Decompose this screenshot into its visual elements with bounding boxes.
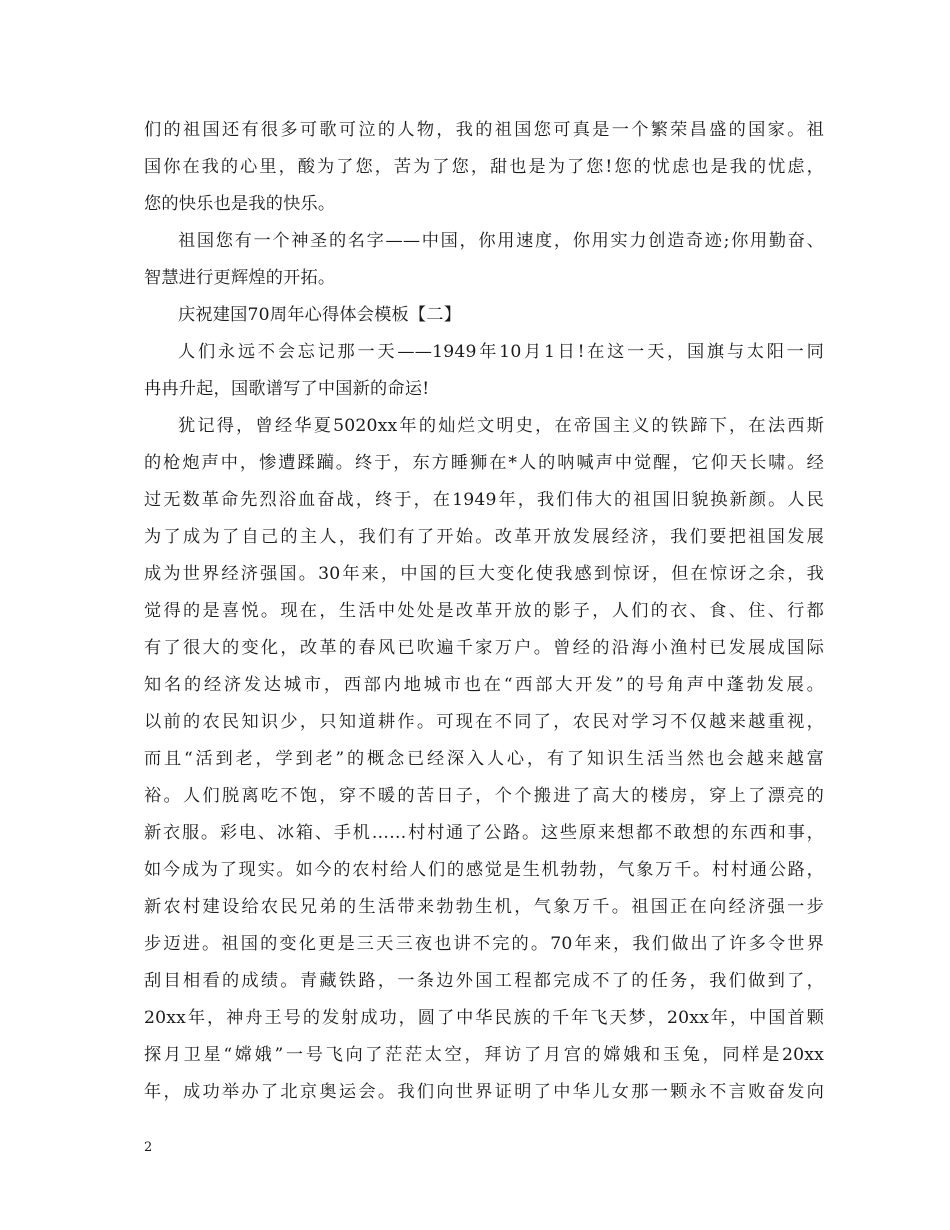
body-line: 为了成为了自己的主人，我们有了开始。改革开放发展经济，我们要把祖国发展 xyxy=(144,527,824,547)
body-line: 如今成为了现实。如今的农村给人们的感觉是生机勃勃，气象万千。村村通公路， xyxy=(144,860,824,880)
body-line: 人们永远不会忘记那一天——1949年10月1日!在这一天，国旗与太阳一同 xyxy=(178,342,824,362)
body-line: 知名的经济发达城市，西部内地城市也在“西部大开发”的号角声中蓬勃发展。 xyxy=(144,675,824,695)
body-line: 过无数革命先烈浴血奋战，终于，在1949年，我们伟大的祖国旧貌换新颜。人民 xyxy=(144,490,824,510)
body-line: 觉得的是喜悦。现在，生活中处处是改革开放的影子，人们的衣、食、住、行都 xyxy=(144,601,824,621)
body-line: 有了很大的变化，改革的春风已吹遍千家万户。曾经的沿海小渔村已发展成国际 xyxy=(144,638,824,658)
body-line: 步迈进。祖国的变化更是三天三夜也讲不完的。70年来，我们做出了许多令世界 xyxy=(144,934,824,954)
body-line: 年，成功举办了北京奥运会。我们向世界证明了中华儿女那一颗永不言败奋发向 xyxy=(144,1082,824,1102)
body-line: 裕。人们脱离吃不饱，穿不暖的苦日子，个个搬进了高大的楼房，穿上了漂亮的 xyxy=(144,786,824,806)
body-line: 智慧进行更辉煌的开拓。 xyxy=(144,268,336,288)
body-line: 国你在我的心里，酸为了您，苦为了您，甜也是为了您!您的忧虑也是我的忧虑， xyxy=(144,157,824,177)
body-line: 刮目相看的成绩。青藏铁路，一条边外国工程都完成不了的任务，我们做到了， xyxy=(144,971,824,991)
body-line: 以前的农民知识少，只知道耕作。可现在不同了，农民对学习不仅越来越重视， xyxy=(144,712,824,732)
body-line: 而且“活到老，学到老”的概念已经深入人心，有了知识生活当然也会越来越富 xyxy=(144,749,824,769)
body-line: 们的祖国还有很多可歌可泣的人物，我的祖国您可真是一个繁荣昌盛的国家。祖 xyxy=(144,120,824,140)
body-line: 您的快乐也是我的快乐。 xyxy=(144,194,336,214)
body-line: 的枪炮声中，惨遭蹂躏。终于，东方睡狮在*人的呐喊声中觉醒，它仰天长啸。经 xyxy=(144,453,824,473)
body-line: 新衣服。彩电、冰箱、手机……村村通了公路。这些原来想都不敢想的东西和事， xyxy=(144,823,824,843)
body-line: 探月卫星“嫦娥”一号飞向了茫茫太空，拜访了月宫的嫦娥和玉兔，同样是20xx xyxy=(144,1045,824,1065)
body-line: 20xx年，神舟王号的发射成功，圆了中华民族的千年飞天梦，20xx年，中国首颗 xyxy=(144,1008,824,1028)
section-heading: 庆祝建国70周年心得体会模板【二】 xyxy=(178,305,462,325)
body-line: 成为世界经济强国。30年来，中国的巨大变化使我感到惊讶，但在惊讶之余，我 xyxy=(144,564,824,584)
body-line: 祖国您有一个神圣的名字——中国，你用速度，你用实力创造奇迹;你用勤奋、 xyxy=(178,231,824,251)
body-line: 犹记得，曾经华夏5020xx年的灿烂文明史，在帝国主义的铁蹄下，在法西斯 xyxy=(178,416,824,436)
page-number: 2 xyxy=(144,1140,153,1155)
body-line: 冉冉升起，国歌谱写了中国新的命运! xyxy=(144,379,430,399)
body-line: 新农村建设给农民兄弟的生活带来勃勃生机，气象万千。祖国正在向经济强一步 xyxy=(144,897,824,917)
